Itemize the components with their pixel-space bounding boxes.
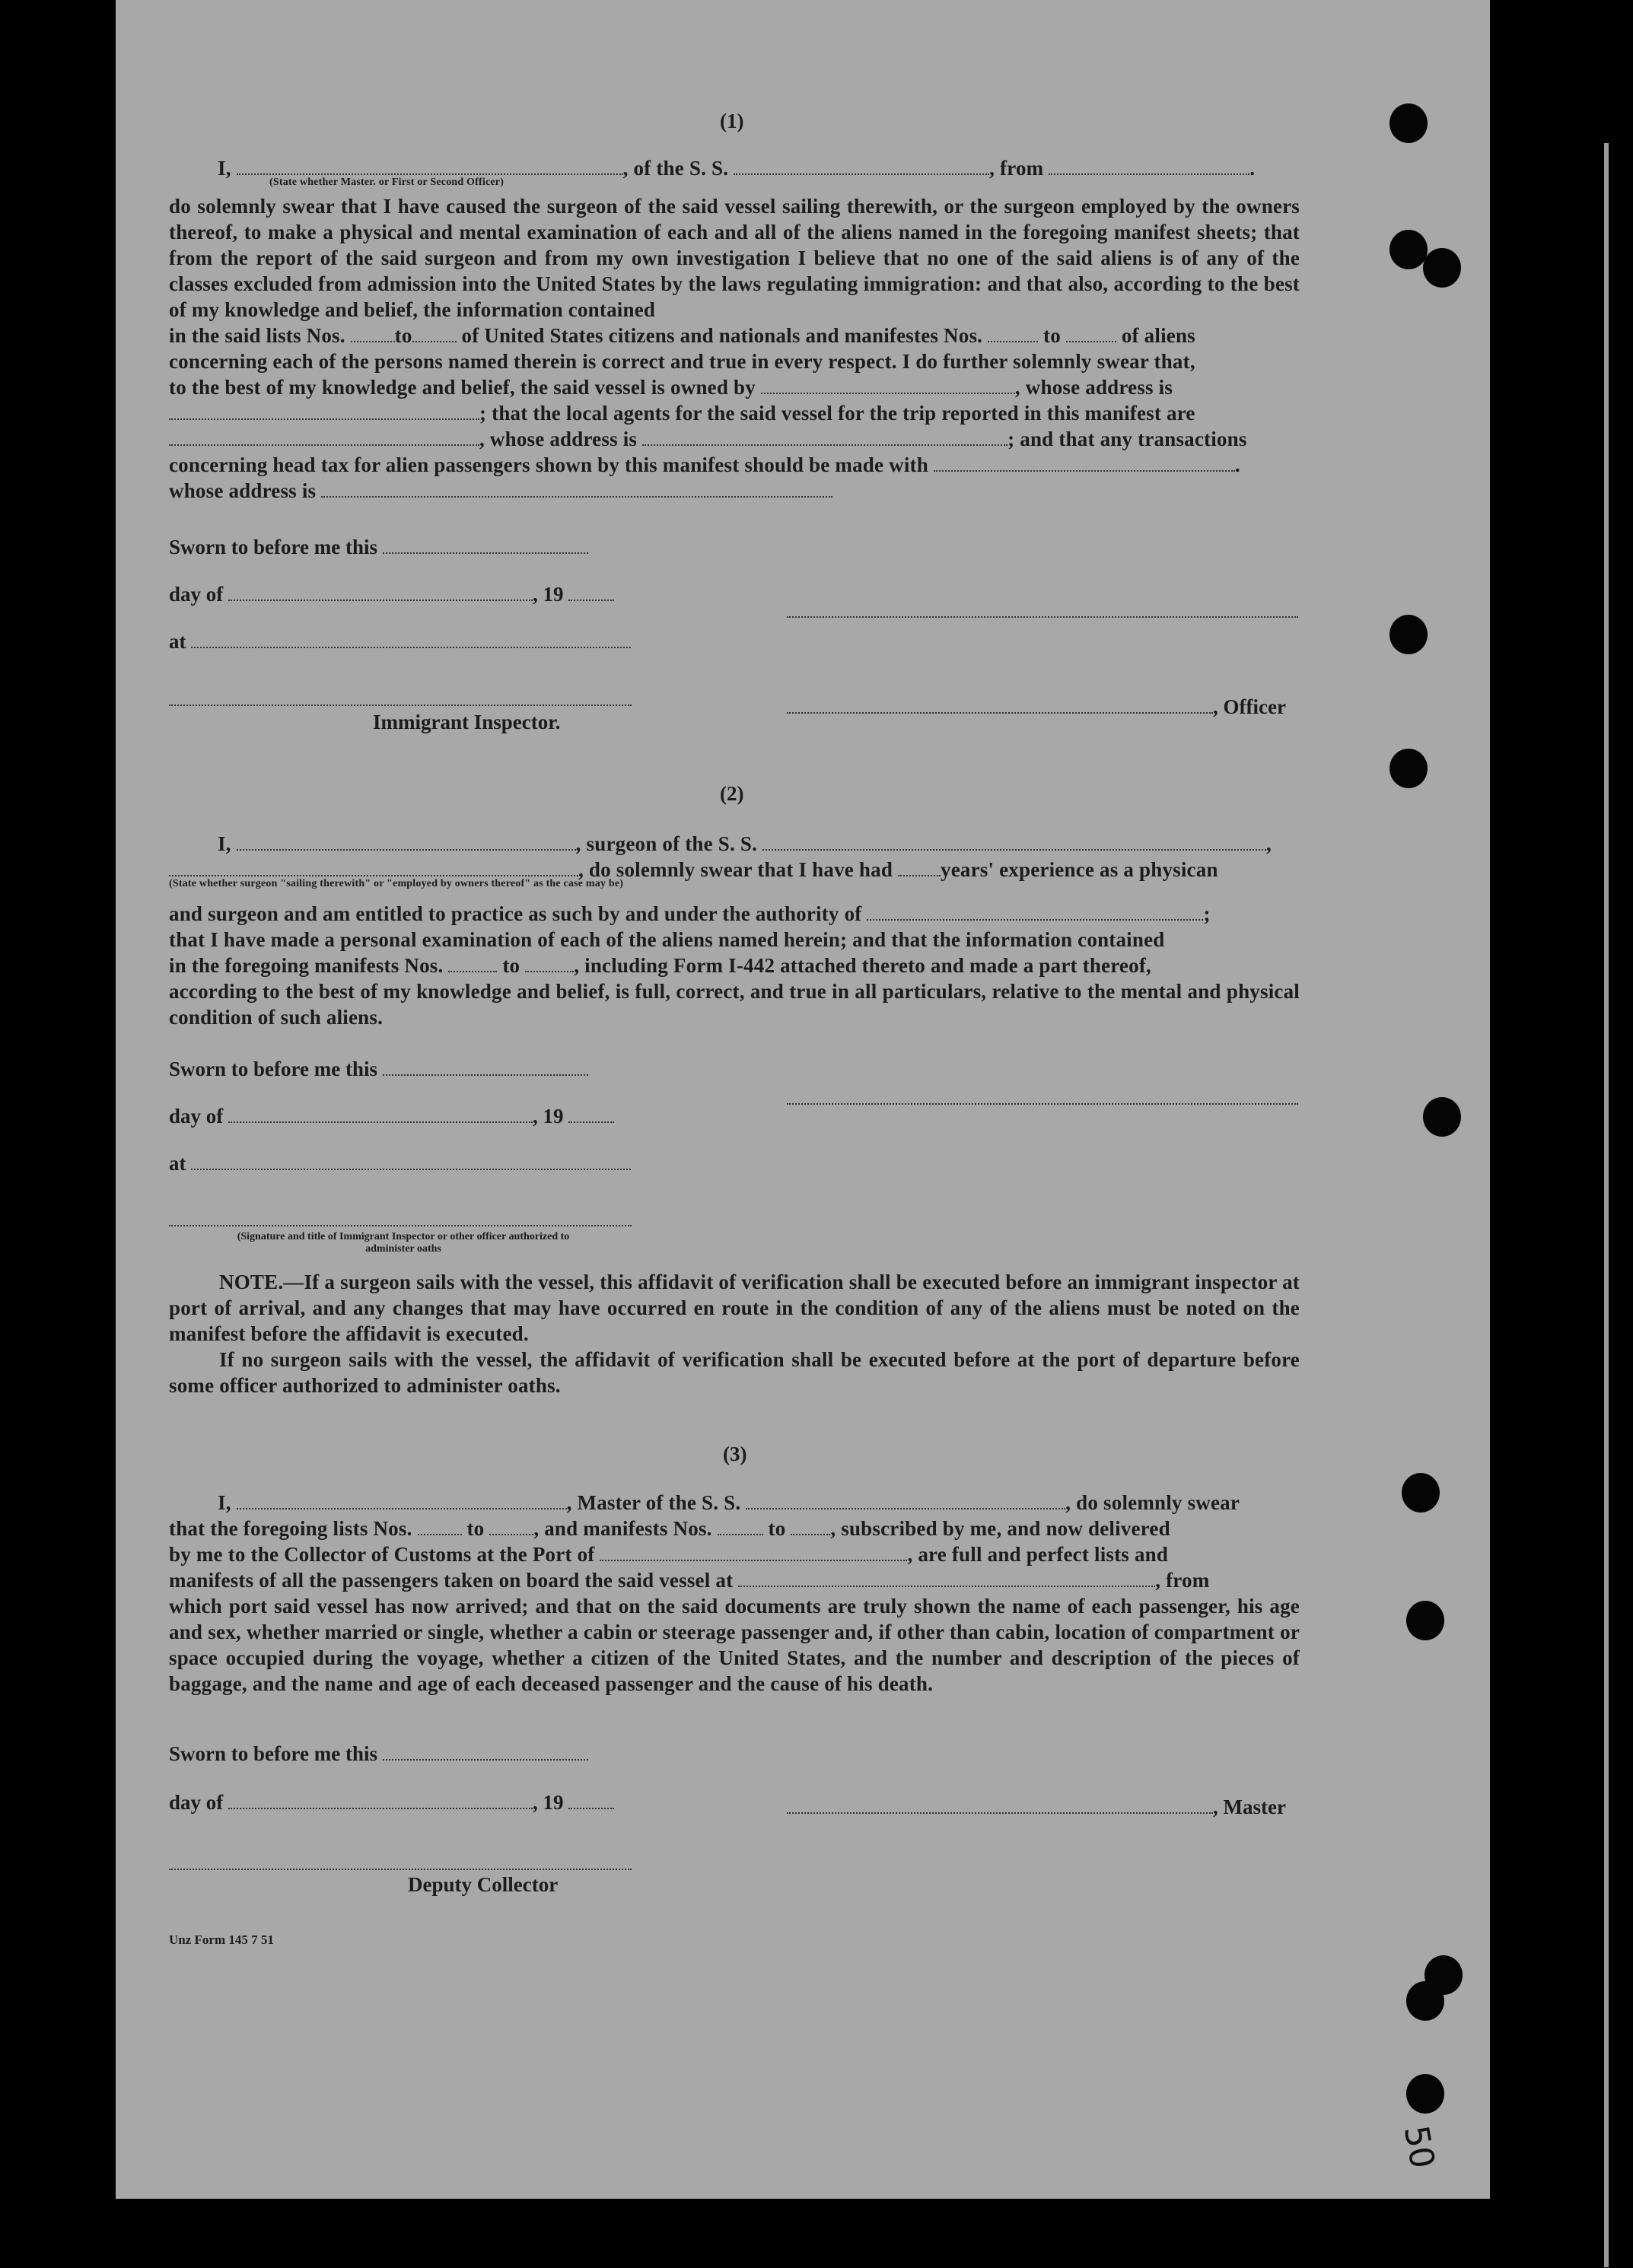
label: , of the S. S. [622, 157, 729, 180]
at-line [169, 628, 631, 654]
label: concerning head tax for alien passengers shown by this manifest should be made with [169, 453, 928, 476]
label: ; that the local agents for the said vessel for the trip reported in this manifest are [479, 402, 1195, 425]
label: , including Form I-442 attached thereto and made a part thereof, [574, 954, 1151, 977]
blank-field [191, 628, 631, 648]
signature-line [169, 703, 632, 706]
label: in the foregoing manifests Nos. [169, 954, 444, 977]
label: day of [169, 583, 224, 606]
owner-line [169, 374, 1300, 400]
lists-line [169, 323, 1300, 348]
inspector-label: Immigrant Inspector. [373, 711, 561, 733]
blank-field [418, 1516, 462, 1535]
label: by me to the Collector of Customs at the Port of [169, 1543, 595, 1566]
binder-hole [1423, 248, 1461, 288]
blank-field [934, 452, 1235, 472]
note-paragraph [169, 1269, 1300, 1398]
label: I, [218, 1491, 231, 1514]
day-line [169, 581, 614, 606]
label: to [502, 954, 520, 977]
label: Sworn to before me this [169, 536, 377, 558]
blank-field [383, 1741, 588, 1761]
blank-field [791, 1516, 830, 1535]
master-line [787, 1794, 1286, 1819]
authority-line [169, 901, 1300, 927]
label: to the best of my knowledge and belief, the said vessel is owned by [169, 376, 756, 399]
label: day of [169, 1105, 224, 1128]
blank-field [237, 831, 576, 851]
label: of United States citizens and nationals and manifestes Nos. [461, 324, 983, 347]
signature-line [787, 615, 1298, 618]
blank-field [383, 534, 588, 554]
label: , 19 [533, 1791, 564, 1814]
oath-body: concerning each of the persons named therein is correct and true in every respect. I do further solemnly swear that, [169, 350, 1195, 373]
signature-line [787, 1102, 1298, 1105]
binder-hole [1406, 1981, 1444, 2021]
oath-body: do solemnly swear that I have caused the surgeon of the said vessel sailing therewith, or the surgeon employed by the owners thereof, to make a physical and mental examination of each and all of the aliens named in the foregoing manifest sheets; that from the report of the said surgeon and from my own investigation I believe that no one of the said aliens is of any of the classes excluded from admission into the United States by the laws regulating immigration: and that also, according to the best of my knowledge and belief, the information contained [169, 195, 1300, 321]
signature-line [169, 1223, 632, 1226]
label: , from [1155, 1569, 1210, 1592]
label: I, [218, 157, 231, 180]
blank-field [228, 581, 533, 601]
oath-body: according to the best of my knowledge and belief, is full, correct, and true in all particulars, relative to the mental and physical condition of such aliens. [169, 980, 1300, 1029]
binder-hole [1406, 2074, 1444, 2114]
label: in the said lists Nos. [169, 324, 345, 347]
blank-field [867, 901, 1203, 921]
agents-line [169, 400, 1300, 426]
blank-field [525, 953, 574, 972]
label: ; [1203, 902, 1211, 925]
label: Sworn to before me this [169, 1058, 377, 1080]
section-3 [169, 1490, 1300, 1697]
binder-hole [1389, 103, 1428, 143]
blank-field [237, 1490, 567, 1509]
edge-strip [1604, 143, 1609, 2267]
oath-line [169, 831, 1300, 857]
agents-address-line [169, 426, 1300, 452]
signature-note: (Signature and title of Immigrant Inspector or other officer authorized to administer oaths [237, 1231, 570, 1255]
blank-field [489, 1516, 533, 1535]
field-note: (State whether Master. or First or Second Officer) [269, 177, 505, 188]
field-note: (State whether surgeon "sailing therewith" or "employed by owners thereof" as the case may be) [169, 878, 624, 889]
port-line [169, 1541, 1300, 1567]
blank-field [600, 1541, 907, 1561]
label: years' experience as a physican [941, 858, 1218, 881]
sworn-line [169, 534, 588, 559]
label: ; and that any transactions [1007, 428, 1247, 450]
blank-field [761, 374, 1015, 394]
address-line [169, 478, 1300, 504]
day-line [169, 1103, 614, 1128]
blank-field [383, 1056, 588, 1076]
binder-hole [1402, 1473, 1440, 1513]
label: at [169, 1152, 186, 1175]
blank-field [191, 1150, 631, 1170]
manifests-line [169, 953, 1300, 978]
blank-field [169, 400, 479, 420]
blank-field [228, 1789, 533, 1809]
label: to [1043, 324, 1061, 347]
label: , surgeon of the S. S. [575, 832, 758, 855]
blank-field [568, 1103, 614, 1123]
label: , [1266, 832, 1272, 855]
binder-hole [1389, 749, 1428, 788]
blank-field [568, 1789, 614, 1809]
oath-body: which port said vessel has now arrived; and that on the said documents are truly shown the name of each passenger, his age and sex, whether married or single, whether a cabin or steerage passenger and, if other than cabin, location of compartment or space occupied during the voyage, whether a citizen of the United States, and the number and description of the pieces of baggage, and the name and age of each deceased passenger and the cause of his death. [169, 1595, 1300, 1695]
blank-field [988, 323, 1038, 342]
oath-body: that I have made a personal examination of each of the aliens named herein; and that the information contained [169, 928, 1165, 951]
section-number: (2) [720, 782, 744, 805]
label: that the foregoing lists Nos. [169, 1517, 412, 1540]
officer-line [787, 694, 1286, 719]
oath-line: I, , of the S. S. , from . [218, 157, 1256, 180]
label: to [394, 324, 412, 347]
section-2 [169, 831, 1300, 1030]
blank-field [169, 857, 578, 876]
blank-field [898, 857, 941, 876]
signature-line [169, 1867, 632, 1870]
blank-field [568, 581, 614, 601]
at-line [169, 1150, 631, 1175]
blank-field [762, 831, 1266, 851]
page-mark: 50 [1396, 2123, 1442, 2172]
label: manifests of all the passengers taken on board the said vessel at [169, 1569, 734, 1592]
label: day of [169, 1791, 224, 1814]
blank-field [228, 1103, 533, 1123]
binder-hole [1423, 1097, 1461, 1137]
section-number: (1) [720, 110, 744, 132]
sworn-line [169, 1741, 588, 1766]
board-line [169, 1567, 1300, 1593]
day-line [169, 1789, 614, 1815]
blank-field [642, 426, 1007, 446]
blank-field [169, 426, 479, 446]
label: , whose address is [479, 428, 638, 450]
sworn-line [169, 1056, 588, 1081]
oath-line [169, 1490, 1300, 1516]
blank-field [412, 323, 457, 342]
blank-field [738, 1567, 1155, 1587]
section-number: (3) [723, 1443, 747, 1465]
blank-field [237, 155, 623, 175]
blank-field [1049, 155, 1249, 175]
blank-field [734, 155, 989, 175]
label: of aliens [1121, 324, 1195, 347]
lists-line [169, 1516, 1300, 1541]
label: , Master of the S. S. [566, 1491, 741, 1514]
blank-field [1066, 323, 1116, 342]
label: , whose address is [1014, 376, 1173, 399]
binder-hole [1406, 1601, 1444, 1640]
label: , from [989, 157, 1044, 180]
form-number: Unz Form 145 7 51 [169, 1932, 274, 1947]
label: , subscribed by me, and now delivered [830, 1517, 1170, 1540]
label: whose address is [169, 479, 317, 502]
deputy-label: Deputy Collector [408, 1873, 559, 1896]
label: Sworn to before me this [169, 1742, 377, 1765]
binder-hole [1389, 615, 1428, 654]
blank-field [787, 694, 1213, 714]
headtax-line: concerning head tax for alien passengers shown by this manifest should be made with . [169, 453, 1240, 476]
label: to [466, 1517, 485, 1540]
label: , Master [1213, 1796, 1286, 1818]
label: , and manifests Nos. [533, 1517, 712, 1540]
blank-field [448, 953, 497, 972]
blank-field [718, 1516, 763, 1535]
blank-field [321, 478, 832, 498]
label: , 19 [533, 1105, 564, 1128]
label: , do solemnly swear [1065, 1491, 1240, 1514]
label: and surgeon and am entitled to practice as such by and under the authority of [169, 902, 862, 925]
label: , Officer [1213, 695, 1286, 718]
section-1 [169, 155, 1300, 504]
label: , do solemnly swear that I have had [578, 858, 893, 881]
label: I, [218, 832, 231, 855]
note-text: If no surgeon sails with the vessel, the affidavit of verification shall be executed before at the port of departure before some officer authorized to administer oaths. [169, 1348, 1300, 1397]
blank-field [351, 323, 395, 342]
binder-hole [1389, 230, 1428, 269]
note-text: NOTE.—If a surgeon sails with the vessel, this affidavit of verification shall be executed before an immigrant inspector at port of arrival, and any changes that may have occurred en route in the condition of any of the aliens must be noted on the manifest before the affidavit is executed. [169, 1271, 1300, 1345]
label: at [169, 630, 186, 653]
blank-field [746, 1490, 1065, 1509]
blank-field [787, 1794, 1213, 1814]
label: to [768, 1517, 786, 1540]
label: , are full and perfect lists and [907, 1543, 1169, 1566]
label: , 19 [533, 583, 564, 606]
